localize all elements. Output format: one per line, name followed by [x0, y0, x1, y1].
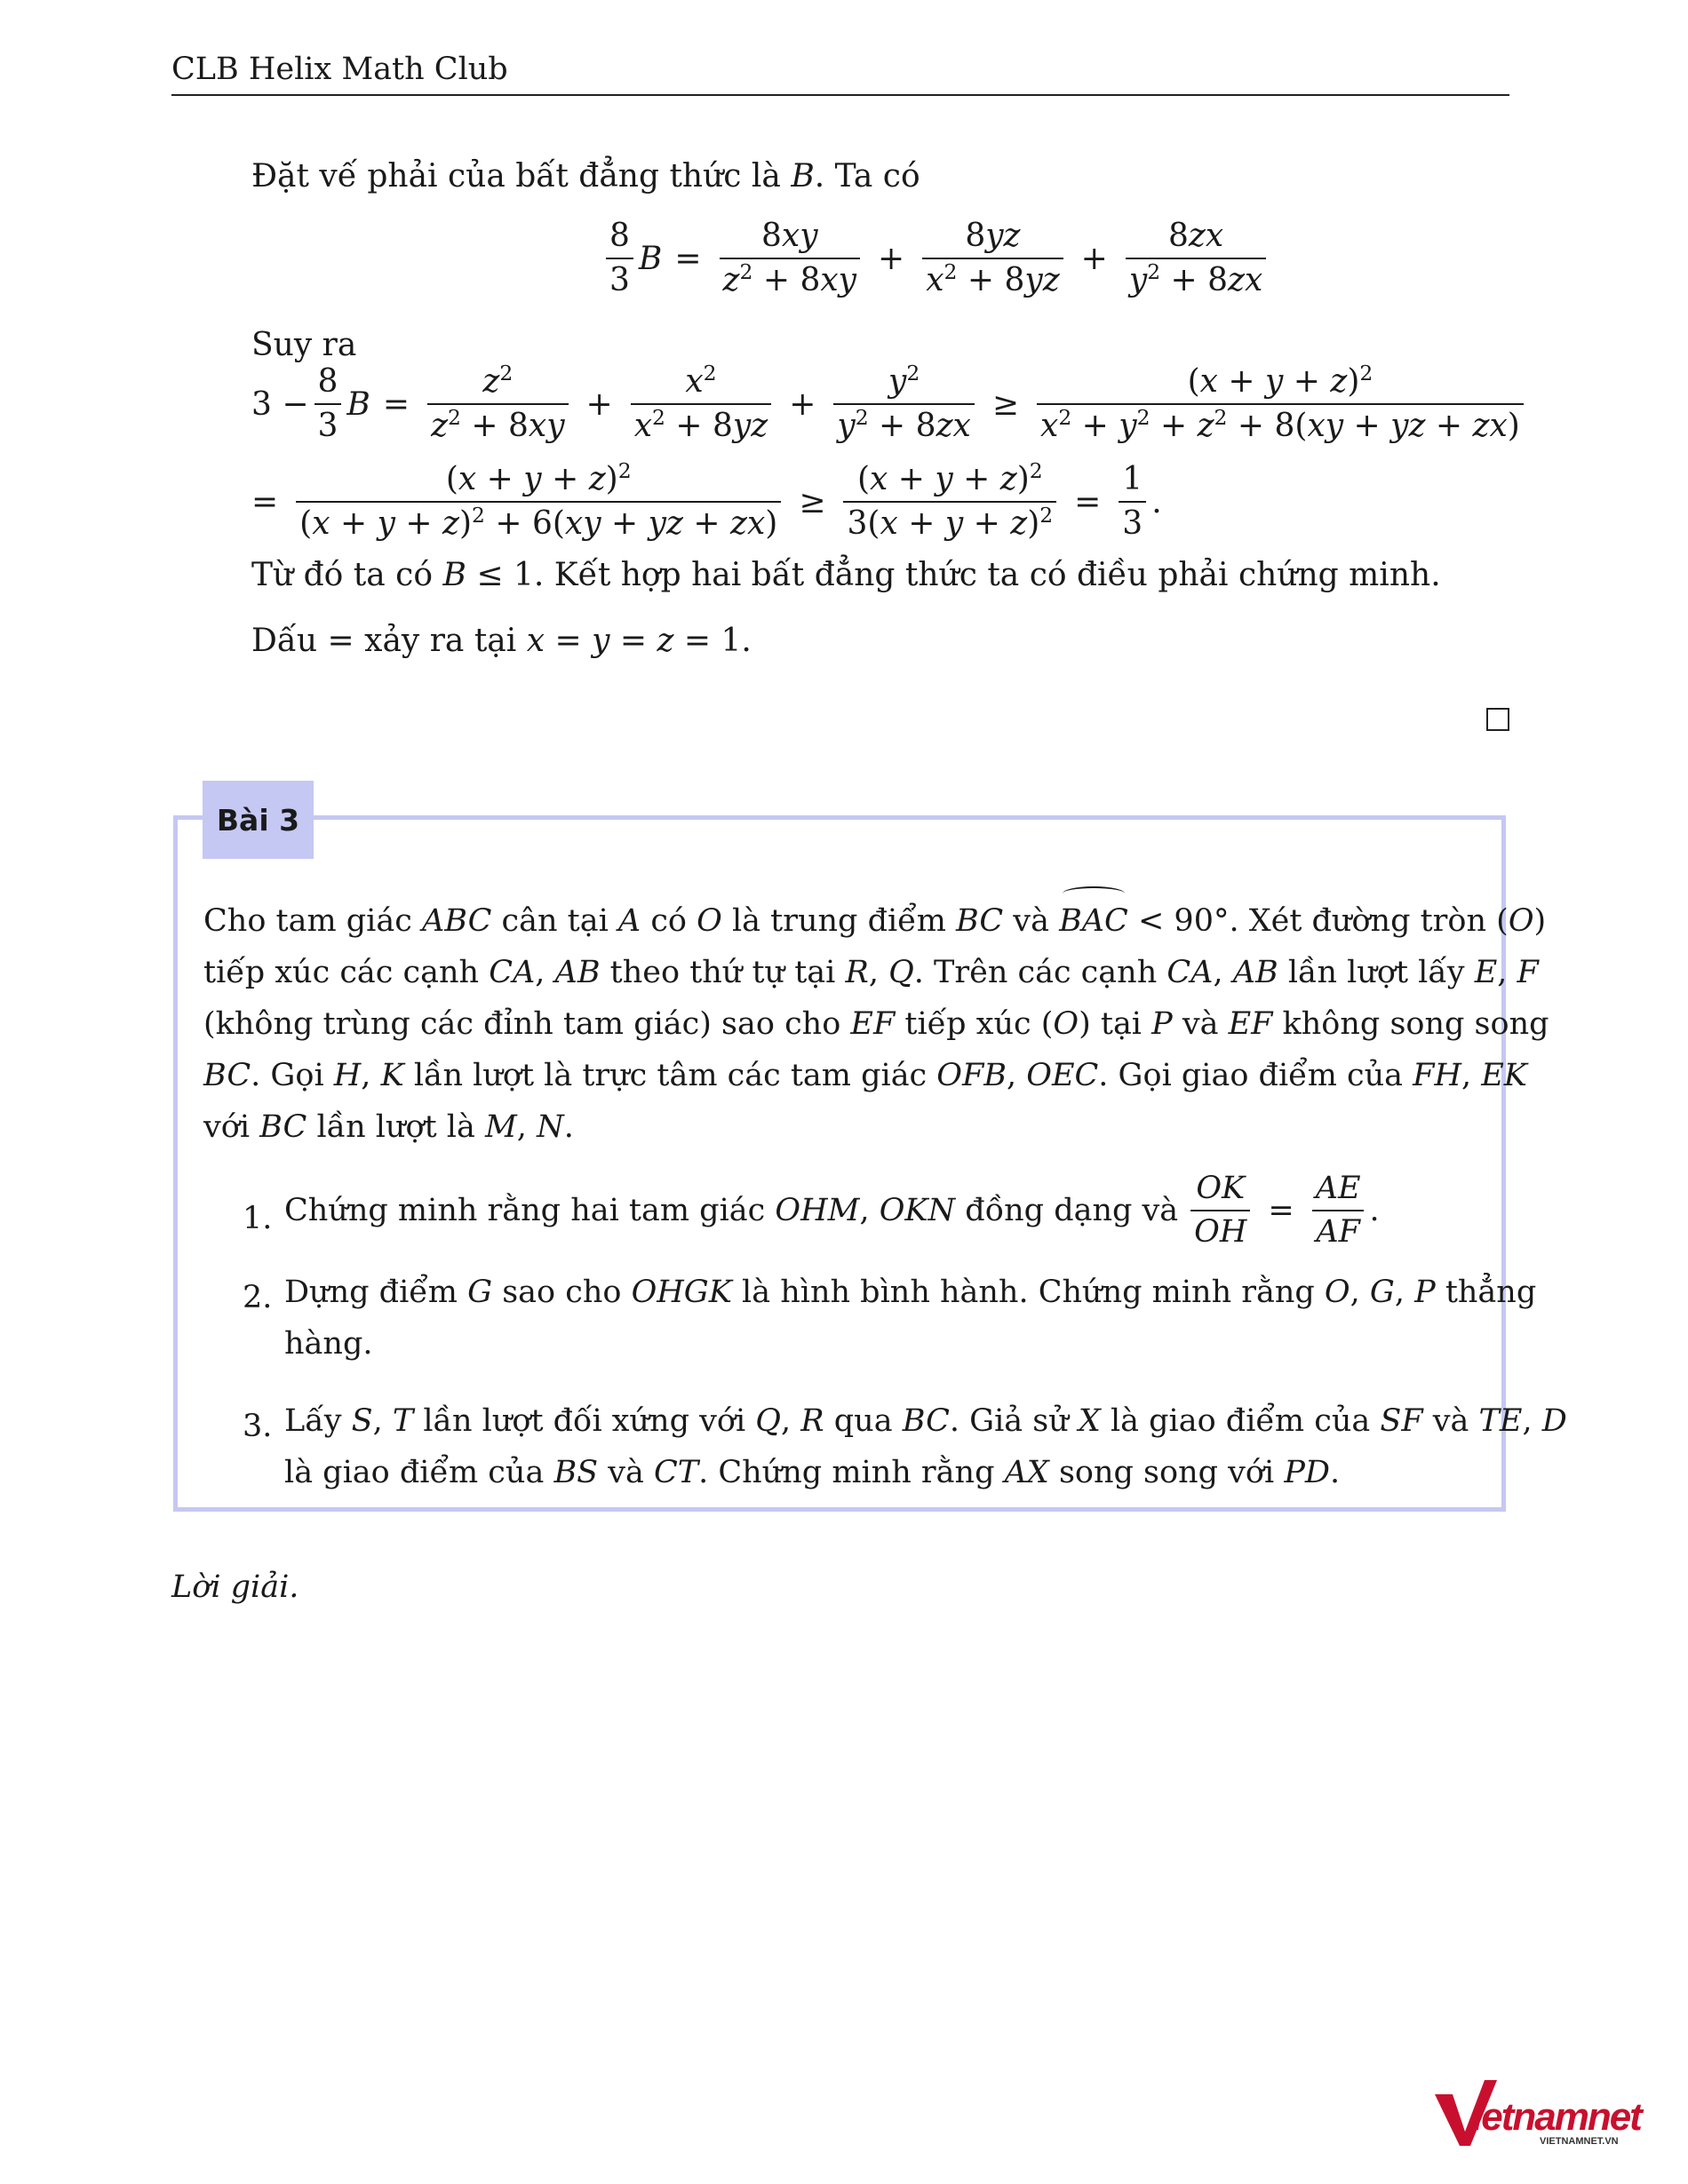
vietnamnet-logo-icon: [1433, 2077, 1655, 2148]
item-3-text: Lấy S, T lần lượt đối xứng với Q, R qua BC. Giả sử X là giao điểm của SF và TE, D là giao điểm của BS và CT. Chứng minh rằng AX song song với PD.: [284, 1403, 1567, 1490]
svg-text:ietnamnet: ietnamnet: [1472, 2095, 1641, 2139]
item-1-number: 1.: [243, 1201, 273, 1236]
vietnamnet-logo: [1433, 2077, 1655, 2148]
equation-1: $\frac{8}{3}$ B = $\frac{8xy}{z^2 + 8xy}$ + $\frac{8yz}{x^2 + 8yz}$ + $\frac{8zx}{y^2 + 8zx}$: [601, 220, 1271, 297]
solution-intro: Đặt vế phải của bất đẳng thức là B. Ta có: [251, 158, 920, 195]
problem-statement: Cho tam giác ABC cân tại A có O là trung điểm BC và BAC < 90°. Xét đường tròn (O) tiếp xúc các cạnh CA, AB theo thứ tự tại R, Q. Trên các cạnh CA, AB lần lượt lấy E, F (không trùng các đỉnh tam giác) sao cho EF tiếp xúc (O) tại P và EF không song song BC. Gọi H, K lần lượt là trực tâm các tam giác OFB, OEC. Gọi giao điểm của FH, EK với BC lần lượt là M, N.: [203, 895, 1476, 1153]
solution-conclusion: Từ đó ta có B ≤ 1. Kết hợp hai bất đẳng thức ta có điều phải chứng minh.: [251, 557, 1441, 593]
problem-tag: Bài 3: [203, 781, 314, 859]
equation-2: 3 − $\frac{8}{3}$ B = $\frac{z^2}{z^2 + 8xy}$ + $\frac{x^2}{x^2 + 8yz}$ + $\frac{y^2}{y^2 + 8zx}$ ≥ $\frac{(x + y + z)^2}{x^2 + y^2 + z^2 + 8(xy + yz + zx)}$: [251, 366, 1529, 442]
equality-condition: Dấu = xảy ra tại x = y = z = 1.: [251, 623, 752, 659]
equation-3: = $\frac{(x + y + z)^2}{(x + y + z)^2 + 6(xy + yz + zx)}$ ≥ $\frac{(x + y + z)^2}{3(x + y + z)^2}$ = $\frac{1}{3}$ .: [251, 458, 1162, 542]
loi-giai-label: Lời giải.: [171, 1569, 299, 1605]
item-2-number: 2.: [243, 1280, 273, 1315]
item-2-text: Dựng điểm G sao cho OHGK là hình bình hành. Chứng minh rằng O, G, P thẳng hàng.: [284, 1275, 1537, 1362]
suy-ra-label: Suy ra: [251, 327, 357, 363]
qed-symbol: [1486, 708, 1509, 731]
page-header: CLB Helix Math Club: [171, 52, 508, 87]
svg-text:VIETNAMNET.VN: VIETNAMNET.VN: [1540, 2136, 1619, 2147]
item-3-number: 3.: [243, 1409, 273, 1444]
header-rule: [171, 94, 1509, 96]
item-1-text: Chứng minh rằng hai tam giác OHM, OKN đồng dạng và $\frac{OK}{OH}$ = $\frac{AE}{AF}$ .: [284, 1171, 1380, 1250]
